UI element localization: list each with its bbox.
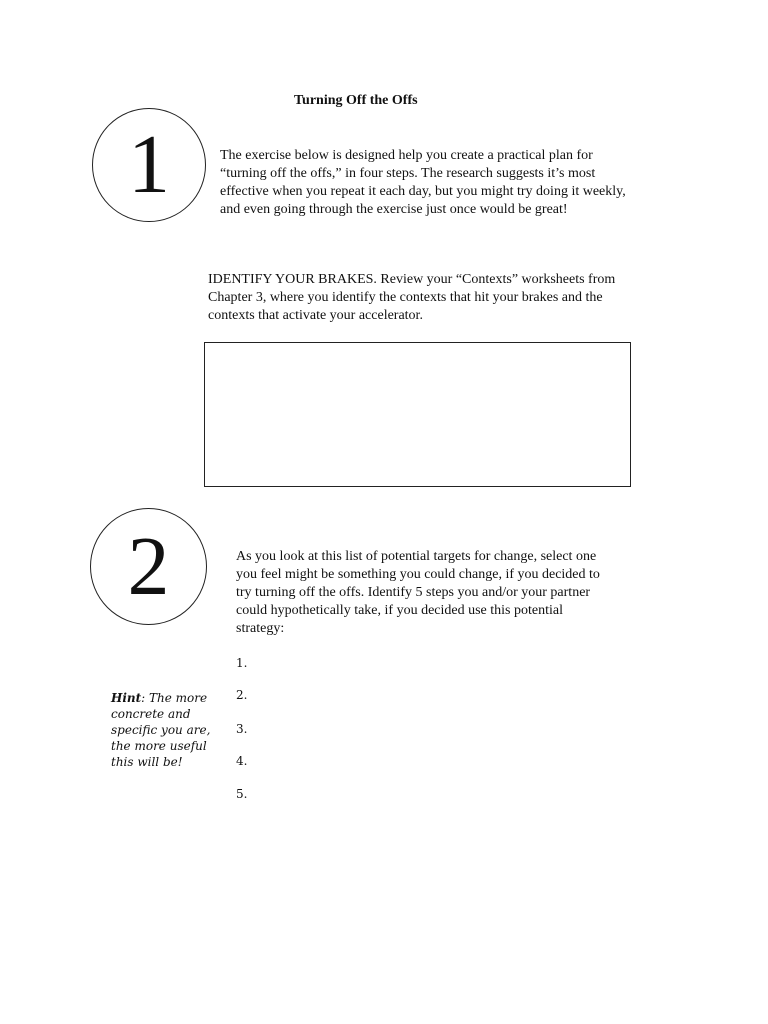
step-2-list-item-1: 1. [236,656,248,670]
hint-note [111,690,211,770]
page-title: Turning Off the Offs [294,93,418,108]
step-2-list-item-4: 4. [236,754,248,768]
step-2-number-circle [90,508,207,625]
step-2-number: 2 [127,519,170,613]
step-2-instruction-text: As you look at this list of potential targets for change, select one you feel might be something you could change, if you decided to try turning off the offs. Identify 5 steps you and/or your partner could hypothetically take, if you decided use this potential strategy: [236,549,600,636]
step-1-intro-text: The exercise below is designed help you create a practical plan for “turning off the offs,” in four steps. The research suggests it’s most effective when you repeat it each day, but you might try doing it weekly, and even going through the exercise just once would be great! [220,148,626,217]
step-1-number: 1 [128,118,170,211]
hint-text: : The more concrete and specific you are, the more useful this will be! [111,691,211,769]
hint-label: Hint [111,691,142,705]
step-1-instruction-text: IDENTIFY YOUR BRAKES. Review your “Contexts” worksheets from Chapter 3, where you identify the contexts that hit your brakes and the contexts that activate your accelerator. [208,272,616,323]
step-2-list-item-5: 5. [236,787,248,801]
step-1-answer-box[interactable] [204,342,631,487]
step-2-list-item-2: 2. [236,688,248,702]
step-2-list-item-3: 3. [236,722,248,736]
step-1-number-circle [92,108,206,222]
